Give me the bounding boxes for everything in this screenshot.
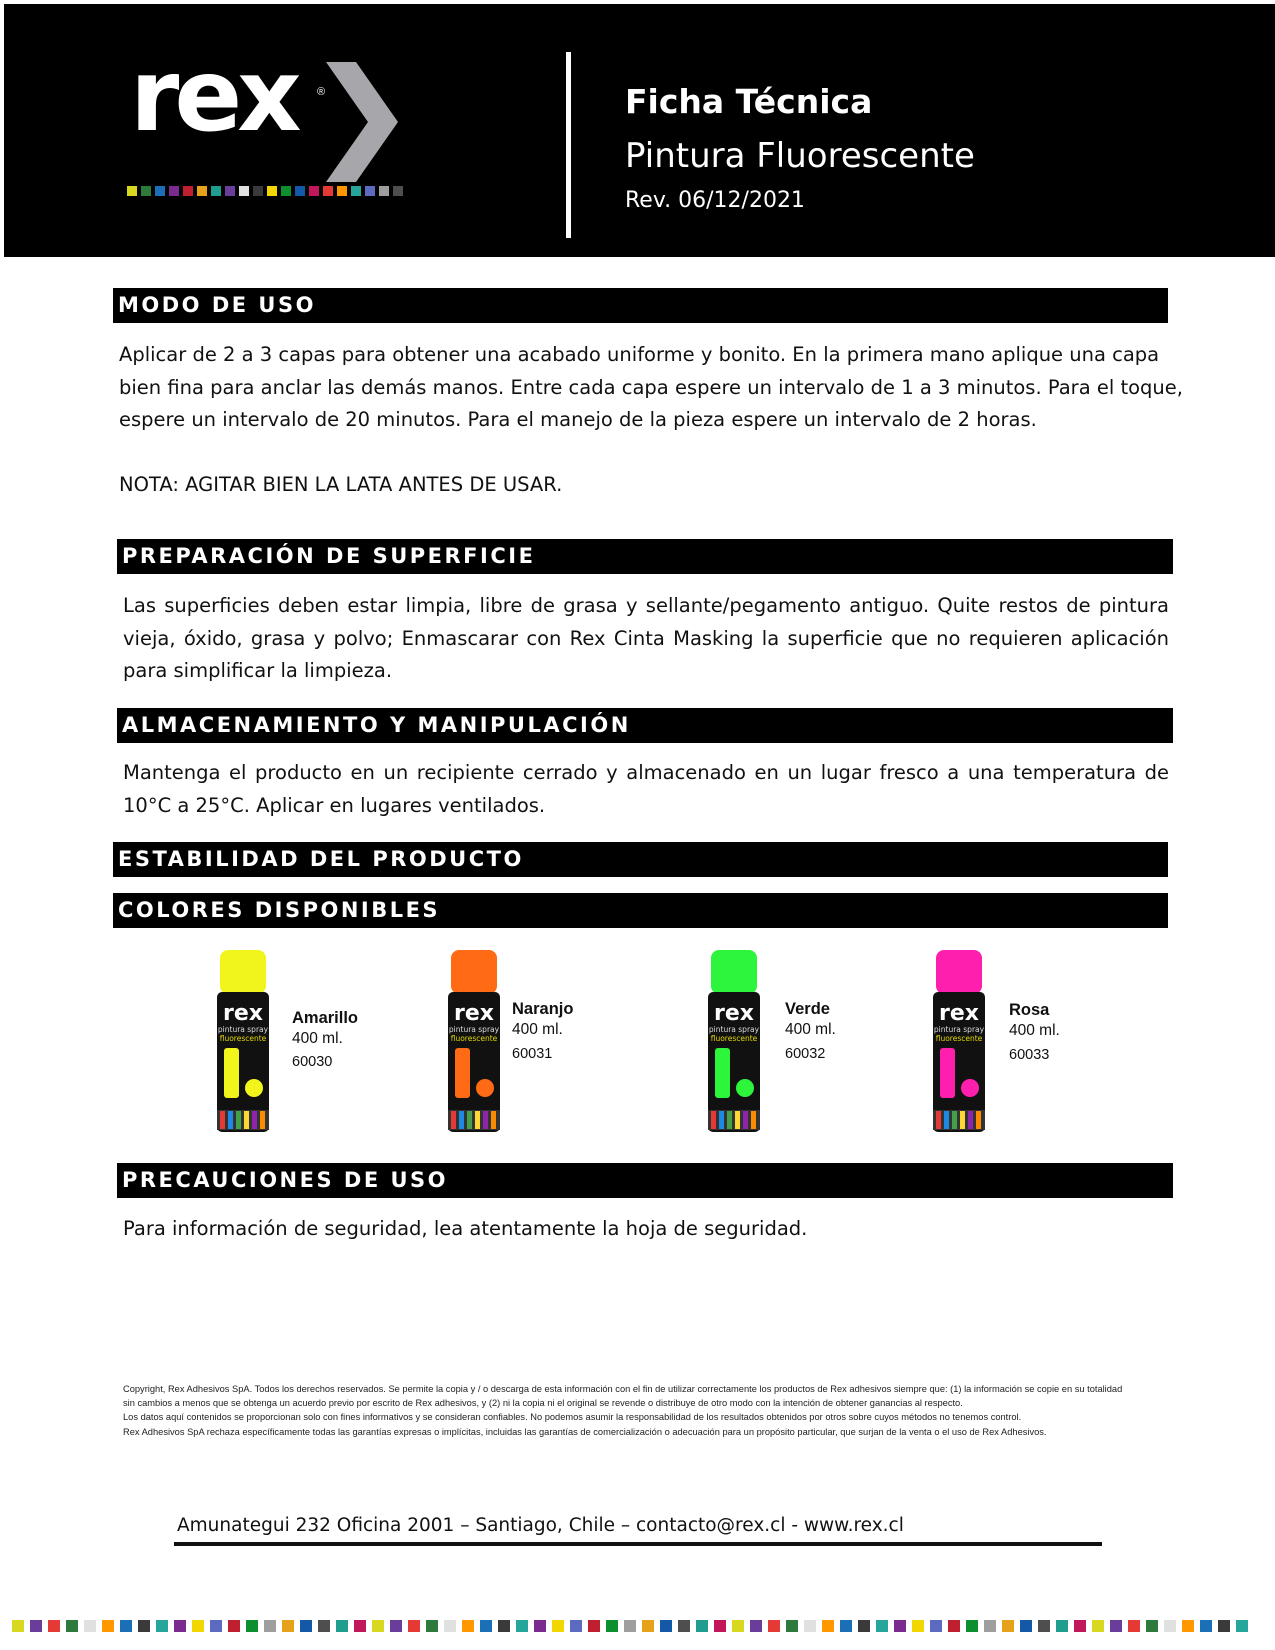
- color-square: [1128, 1620, 1140, 1632]
- footer-color-strip: [12, 1620, 1248, 1632]
- color-square: [192, 1620, 204, 1632]
- svg-text:rex: rex: [454, 1001, 494, 1026]
- logo-color-strip: [127, 186, 403, 196]
- color-square: [462, 1620, 474, 1632]
- section-heading-precauciones: PRECAUCIONES DE USO: [117, 1163, 1173, 1198]
- color-square: [408, 1620, 420, 1632]
- color-square: [336, 1620, 348, 1632]
- svg-text:pintura spray: pintura spray: [933, 1025, 985, 1034]
- spray-can-icon: [705, 948, 763, 1134]
- color-square: [1146, 1620, 1158, 1632]
- color-square: [516, 1620, 528, 1632]
- product-code: 60033: [1009, 1047, 1050, 1063]
- svg-text:fluorescente: fluorescente: [710, 1034, 758, 1043]
- color-square: [714, 1620, 726, 1632]
- color-square: [1236, 1620, 1248, 1632]
- shake-note: NOTA: AGITAR BIEN LA LATA ANTES DE USAR.: [119, 473, 563, 496]
- color-square: [351, 186, 361, 196]
- color-square: [365, 186, 375, 196]
- registered-mark-icon: ®: [317, 86, 326, 98]
- modo-de-uso-line: Aplicar de 2 a 3 capas para obtener una acabado uniforme y bonito. En la primera mano aplique una capa: [119, 343, 1160, 366]
- color-square: [174, 1620, 186, 1632]
- spray-can-icon: [445, 948, 503, 1134]
- spray-can-icon: [214, 948, 272, 1134]
- page-title: Ficha Técnica: [625, 82, 873, 121]
- product-size: 400 ml.: [512, 1021, 563, 1038]
- product-size: 400 ml.: [1009, 1022, 1060, 1039]
- color-square: [786, 1620, 798, 1632]
- color-square: [480, 1620, 492, 1632]
- product-size: 400 ml.: [785, 1021, 836, 1038]
- section-heading-modo-de-uso: MODO DE USO: [113, 288, 1168, 323]
- color-square: [66, 1620, 78, 1632]
- color-square: [253, 186, 263, 196]
- precauciones-text: Para información de seguridad, lea atentamente la hoja de seguridad.: [123, 1217, 808, 1240]
- color-square: [858, 1620, 870, 1632]
- legal-line: sin cambios a menos que se obtenga un acuerdo previo por escrito de Rex adhesivos, y (2) ni la copia ni el original se revende o distribuye de otro modo con la intención de obtener ganancias al respecto.: [123, 1398, 963, 1409]
- color-square: [606, 1620, 618, 1632]
- section-heading-preparacion: PREPARACIÓN DE SUPERFICIE: [117, 539, 1173, 574]
- color-square: [309, 186, 319, 196]
- color-square: [1020, 1620, 1032, 1632]
- product-card: [930, 948, 1150, 1138]
- page-subtitle: Pintura Fluorescente: [625, 136, 975, 176]
- section-heading-almacenamiento: ALMACENAMIENTO Y MANIPULACIÓN: [117, 708, 1173, 743]
- header-divider: [566, 52, 571, 238]
- svg-text:pintura spray: pintura spray: [448, 1025, 500, 1034]
- color-square: [48, 1620, 60, 1632]
- product-name: Verde: [785, 1000, 830, 1018]
- color-square: [894, 1620, 906, 1632]
- color-square: [102, 1620, 114, 1632]
- svg-text:pintura spray: pintura spray: [708, 1025, 760, 1034]
- color-square: [624, 1620, 636, 1632]
- section-heading-colores: COLORES DISPONIBLES: [113, 893, 1168, 928]
- color-square: [318, 1620, 330, 1632]
- almacenamiento-text: Mantenga el producto en un recipiente cerrado y almacenado en un lugar fresco a una temperatura de 10°C a 25°C. Aplicar en lugares ventilados.: [123, 761, 1169, 817]
- color-square: [552, 1620, 564, 1632]
- color-square: [1182, 1620, 1194, 1632]
- color-square: [295, 186, 305, 196]
- color-square: [570, 1620, 582, 1632]
- product-name: Naranjo: [512, 1000, 574, 1018]
- footer-rule: [174, 1542, 1102, 1546]
- product-name: Amarillo: [292, 1009, 359, 1027]
- color-square: [127, 186, 137, 196]
- color-square: [197, 186, 207, 196]
- color-square: [120, 1620, 132, 1632]
- product-card: [705, 948, 925, 1138]
- color-square: [211, 186, 221, 196]
- color-square: [498, 1620, 510, 1632]
- header-banner: [4, 4, 1275, 257]
- color-square: [1218, 1620, 1230, 1632]
- section-heading-estabilidad: ESTABILIDAD DEL PRODUCTO: [113, 842, 1168, 877]
- svg-text:rex: rex: [223, 1001, 263, 1026]
- product-code: 60030: [292, 1054, 333, 1070]
- color-square: [732, 1620, 744, 1632]
- svg-text:rex: rex: [939, 1001, 979, 1026]
- color-square: [281, 186, 291, 196]
- color-square: [804, 1620, 816, 1632]
- product-code: 60031: [512, 1046, 553, 1062]
- product-card: [445, 948, 665, 1138]
- color-square: [966, 1620, 978, 1632]
- color-square: [84, 1620, 96, 1632]
- color-square: [642, 1620, 654, 1632]
- color-square: [264, 1620, 276, 1632]
- color-square: [323, 186, 333, 196]
- color-square: [210, 1620, 222, 1632]
- color-square: [390, 1620, 402, 1632]
- color-square: [393, 186, 403, 196]
- footer-address: Amunategui 232 Oficina 2001 – Santiago, Chile – contacto@rex.cl - www.rex.cl: [177, 1515, 904, 1536]
- color-square: [169, 186, 179, 196]
- rex-logo: rex: [130, 37, 297, 154]
- color-square: [930, 1620, 942, 1632]
- color-square: [239, 186, 249, 196]
- color-square: [354, 1620, 366, 1632]
- color-square: [696, 1620, 708, 1632]
- legal-disclaimer: [123, 1382, 1173, 1439]
- product-card: [214, 948, 434, 1138]
- color-square: [156, 1620, 168, 1632]
- product-size: 400 ml.: [292, 1030, 343, 1047]
- color-square: [228, 1620, 240, 1632]
- color-square: [138, 1620, 150, 1632]
- color-square: [426, 1620, 438, 1632]
- product-name: Rosa: [1009, 1001, 1050, 1019]
- color-square: [141, 186, 151, 196]
- legal-line: Rex Adhesivos SpA rechaza específicamente todas las garantías expresas o implícitas, incluidas las garantías de comercialización o adecuación para un propósito particular, que surjan de la venta o el uso de Rex Adhesivos.: [123, 1426, 1047, 1437]
- svg-text:fluorescente: fluorescente: [219, 1034, 267, 1043]
- color-square: [225, 186, 235, 196]
- color-square: [948, 1620, 960, 1632]
- color-square: [912, 1620, 924, 1632]
- color-square: [1056, 1620, 1068, 1632]
- color-square: [30, 1620, 42, 1632]
- color-square: [155, 186, 165, 196]
- preparacion-text: Las superficies deben estar limpia, libre de grasa y sellante/pegamento antiguo. Quite restos de pintura vieja, óxido, grasa y polvo; Enmascarar con Rex Cinta Masking la superficie que no requieren aplicación para simplificar la limpieza.: [123, 594, 1169, 682]
- color-square: [876, 1620, 888, 1632]
- color-square: [822, 1620, 834, 1632]
- legal-line: Los datos aquí contenidos se proporcionan solo con fines informativos y se consideran confiables. No podemos asumir la responsabilidad de los resultados obtenidos por otros sobre cuyos métodos no tenemos control.: [123, 1412, 1022, 1423]
- color-square: [678, 1620, 690, 1632]
- chevron-right-icon: [326, 62, 401, 182]
- color-square: [12, 1620, 24, 1632]
- modo-de-uso-line: espere un intervalo de 20 minutos. Para el manejo de la pieza espere un intervalo de 2 horas.: [119, 408, 1037, 431]
- color-square: [1038, 1620, 1050, 1632]
- color-square: [750, 1620, 762, 1632]
- modo-de-uso-line: bien fina para anclar las demás manos. Entre cada capa espere un intervalo de 1 a 3 minutos. Para el toque,: [119, 375, 1183, 399]
- color-square: [984, 1620, 996, 1632]
- color-square: [588, 1620, 600, 1632]
- color-square: [840, 1620, 852, 1632]
- color-square: [300, 1620, 312, 1632]
- color-square: [372, 1620, 384, 1632]
- svg-text:rex: rex: [714, 1001, 754, 1026]
- product-code: 60032: [785, 1046, 826, 1062]
- color-square: [1074, 1620, 1086, 1632]
- color-square: [534, 1620, 546, 1632]
- color-square: [267, 186, 277, 196]
- color-square: [1164, 1620, 1176, 1632]
- modo-de-uso-text: [119, 339, 1183, 437]
- color-square: [1092, 1620, 1104, 1632]
- svg-text:pintura spray: pintura spray: [217, 1025, 269, 1034]
- color-square: [282, 1620, 294, 1632]
- svg-text:fluorescente: fluorescente: [450, 1034, 498, 1043]
- color-square: [660, 1620, 672, 1632]
- color-square: [1002, 1620, 1014, 1632]
- color-square: [1110, 1620, 1122, 1632]
- color-square: [337, 186, 347, 196]
- revision-date: Rev. 06/12/2021: [625, 188, 805, 213]
- color-square: [1200, 1620, 1212, 1632]
- svg-text:fluorescente: fluorescente: [935, 1034, 983, 1043]
- color-square: [768, 1620, 780, 1632]
- color-square: [183, 186, 193, 196]
- color-square: [444, 1620, 456, 1632]
- color-square: [379, 186, 389, 196]
- spray-can-icon: [930, 948, 988, 1134]
- legal-line: Copyright, Rex Adhesivos SpA. Todos los derechos reservados. Se permite la copia y / o descarga de esta información con el fin de utilizar correctamente los productos de Rex adhesivos siempre que: (1) la información se copie en su totalidad: [123, 1384, 1123, 1394]
- color-square: [246, 1620, 258, 1632]
